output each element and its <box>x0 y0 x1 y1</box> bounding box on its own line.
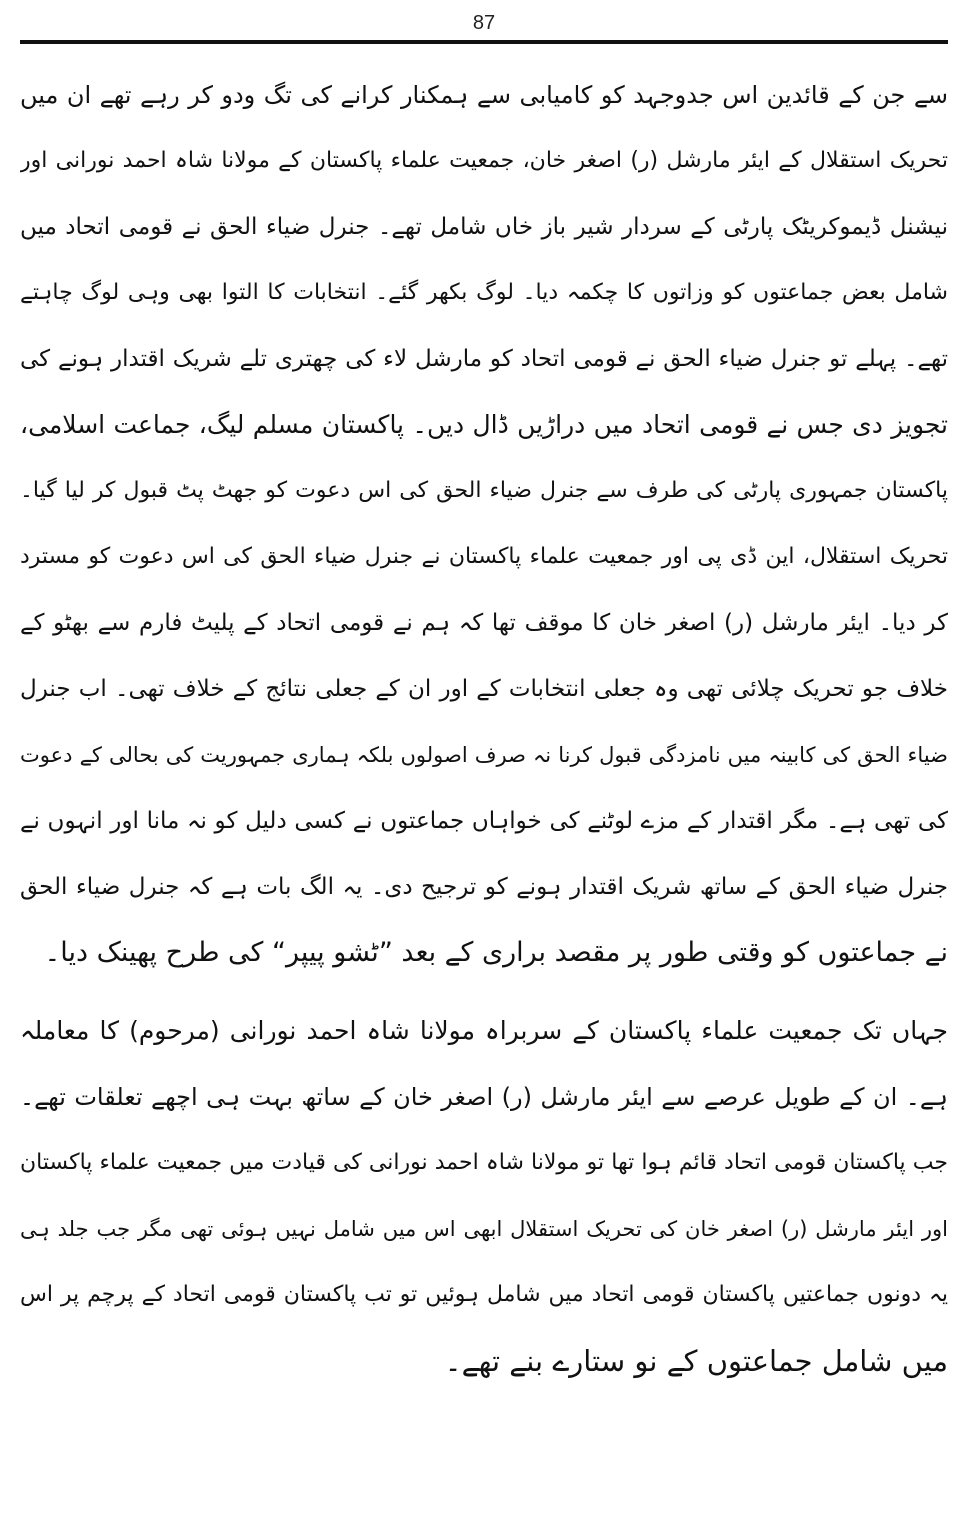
text-line: کر دیا۔ ایئر مارشل (ر) اصغر خان کا موقف تھا کہ ہم نے قومی اتحاد کے پلیٹ فارم سے بھٹو کے <box>20 610 948 636</box>
header-rule <box>20 40 948 44</box>
text-line: شامل بعض جماعتوں کو وزاتوں کا چکمہ دیا۔ لوگ بکھر گئے۔ انتخابات کا التوا بھی وہی لوگ چاہتے <box>20 280 948 305</box>
text-line: پاکستان جمہوری پارٹی کی طرف سے جنرل ضیاء الحق کی اس دعوت کو جھٹ پٹ قبول کر لیا گیا۔ <box>20 478 948 503</box>
text-line: اور ایئر مارشل (ر) اصغر خان کی تحریک استقلال ابھی اس میں شامل نہیں ہوئی تھی مگر جب جلد ہی <box>20 1217 948 1241</box>
page-body <box>20 62 948 1394</box>
text-line: یہ دونوں جماعتیں پاکستان قومی اتحاد میں شامل ہوئیں تو تب پاکستان قومی اتحاد کے پرچم پر اس <box>20 1282 948 1307</box>
text-line: کی تھی ہے۔ مگر اقتدار کے مزے لوٹنے کی خواہاں جماعتوں نے کسی دلیل کو نہ مانا اور انہوں نے <box>20 808 948 834</box>
text-line: جنرل ضیاء الحق کے ساتھ شریک اقتدار ہونے کو ترجیح دی۔ یہ الگ بات ہے کہ جنرل ضیاء الحق <box>20 874 948 900</box>
text-line: سے جن کے قائدین اس جدوجہد کو کامیابی سے ہمکنار کرانے کی تگ ودو کر رہے تھے ان میں <box>20 81 948 109</box>
text-line: تحریک استقلال کے ایئر مارشل (ر) اصغر خان، جمعیت علماء پاکستان کے مولانا شاہ احمد نورانی اور <box>20 148 948 173</box>
text-line: تحریک استقلال، این ڈی پی اور جمعیت علماء پاکستان نے جنرل ضیاء الحق کی اس دعوت کو مسترد <box>20 544 948 569</box>
page-number: 87 <box>472 12 496 34</box>
text-line: تھے۔ پہلے تو جنرل ضیاء الحق نے قومی اتحاد کو مارشل لاء کی چھتری تلے شریک اقتدار ہونے کی <box>20 346 948 372</box>
text-line: جہاں تک جمعیت علماء پاکستان کے سربراہ مولانا شاہ احمد نورانی (مرحوم) کا معاملہ <box>20 1016 948 1045</box>
paragraph-1 <box>20 62 948 986</box>
text-line: میں شامل جماعتوں کے نو ستارے بنے تھے۔ <box>444 1344 948 1378</box>
paragraph-2 <box>20 998 948 1394</box>
text-line: ضیاء الحق کی کابینہ میں نامزدگی قبول کرنا نہ صرف اصولوں بلکہ ہماری جمہوریت کی بحالی کے دعوت <box>20 743 948 767</box>
text-line: نیشنل ڈیموکریٹک پارٹی کے سردار شیر باز خاں شامل تھے۔ جنرل ضیاء الحق نے قومی اتحاد میں <box>20 214 948 240</box>
text-line: جب پاکستان قومی اتحاد قائم ہوا تھا تو مولانا شاہ احمد نورانی کی قیادت میں جمعیت علماء پاکستان <box>20 1150 948 1175</box>
text-line: خلاف جو تحریک چلائی تھی وہ جعلی انتخابات کے اور ان کے جعلی نتائج کے خلاف تھی۔ اب جنرل <box>20 676 948 702</box>
text-line: ہے۔ ان کے طویل عرصے سے ایئر مارشل (ر) اصغر خان کے ساتھ بہت ہی اچھے تعلقات تھے۔ <box>20 1083 948 1111</box>
text-line: نے جماعتوں کو وقتی طور پر مقصد براری کے بعد ”ٹشو پیپر“ کی طرح پھینک دیا۔ <box>44 937 948 968</box>
text-line: تجویز دی جس نے قومی اتحاد میں دراڑیں ڈال دیں۔ پاکستان مسلم لیگ، جماعت اسلامی، <box>20 410 948 439</box>
